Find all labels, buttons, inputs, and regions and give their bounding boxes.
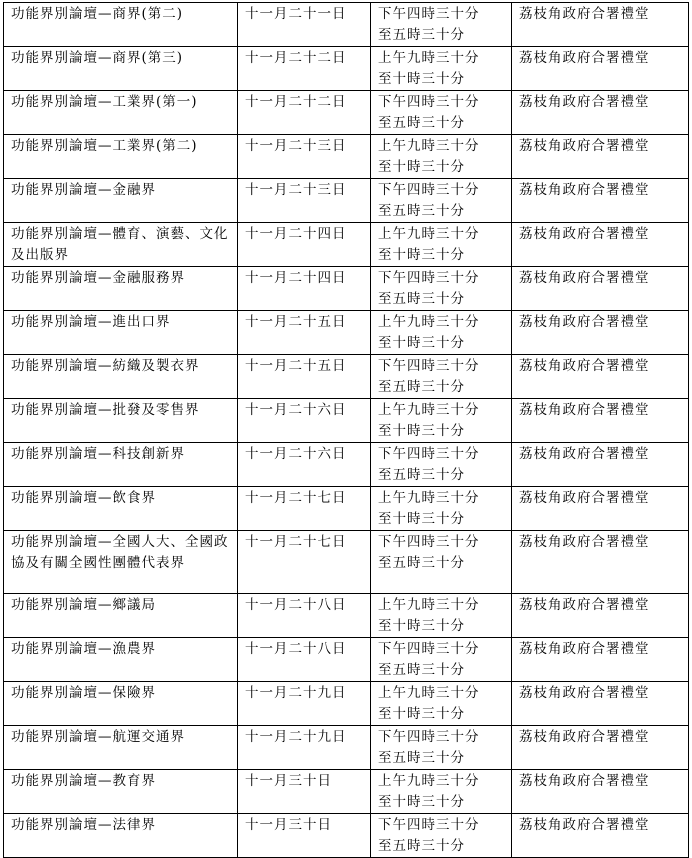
forum-name-cell: 功能界別論壇—航運交通界 xyxy=(4,726,238,770)
time-cell xyxy=(371,223,512,267)
date-cell: 十一月二十三日 xyxy=(238,135,371,179)
time-start: 上午九時三十分 xyxy=(378,685,480,701)
date-cell: 十一月二十六日 xyxy=(238,399,371,443)
table-row xyxy=(4,311,689,355)
time-start: 上午九時三十分 xyxy=(378,402,480,418)
venue-cell: 荔枝角政府合署禮堂 xyxy=(512,682,689,726)
date-cell: 十一月二十八日 xyxy=(238,638,371,682)
time-start: 上午九時三十分 xyxy=(378,138,480,154)
date-cell: 十一月二十九日 xyxy=(238,726,371,770)
time-start: 上午九時三十分 xyxy=(378,490,480,506)
forum-name-cell: 功能界別論壇—商界(第三) xyxy=(4,47,238,91)
time-cell xyxy=(371,267,512,311)
venue-cell: 荔枝角政府合署禮堂 xyxy=(512,179,689,223)
forum-name-cell: 功能界別論壇—進出口界 xyxy=(4,311,238,355)
date-cell: 十一月二十五日 xyxy=(238,355,371,399)
time-cell xyxy=(371,682,512,726)
forum-name-cell: 功能界別論壇—金融服務界 xyxy=(4,267,238,311)
venue-cell: 荔枝角政府合署禮堂 xyxy=(512,770,689,814)
time-cell xyxy=(371,179,512,223)
venue-cell: 荔枝角政府合署禮堂 xyxy=(512,223,689,267)
time-start: 下午四時三十分 xyxy=(378,729,480,745)
forum-name-cell: 功能界別論壇—法律界 xyxy=(4,814,238,858)
time-end: 至十時三十分 xyxy=(378,706,465,722)
venue-cell: 荔枝角政府合署禮堂 xyxy=(512,638,689,682)
table-row xyxy=(4,443,689,487)
time-start: 下午四時三十分 xyxy=(378,446,480,462)
venue-cell: 荔枝角政府合署禮堂 xyxy=(512,311,689,355)
time-cell xyxy=(371,487,512,531)
table-row xyxy=(4,814,689,858)
time-cell xyxy=(371,443,512,487)
forum-name-cell: 功能界別論壇—紡織及製衣界 xyxy=(4,355,238,399)
table-row xyxy=(4,594,689,638)
time-start: 上午九時三十分 xyxy=(378,226,480,242)
table-row xyxy=(4,135,689,179)
venue-cell: 荔枝角政府合署禮堂 xyxy=(512,399,689,443)
date-cell: 十一月二十九日 xyxy=(238,682,371,726)
time-start: 下午四時三十分 xyxy=(378,94,480,110)
table-row xyxy=(4,726,689,770)
time-start: 上午九時三十分 xyxy=(378,50,480,66)
time-cell xyxy=(371,814,512,858)
time-cell xyxy=(371,355,512,399)
table-row xyxy=(4,3,689,47)
time-start: 下午四時三十分 xyxy=(378,817,480,833)
time-start: 下午四時三十分 xyxy=(378,534,480,550)
time-end: 至十時三十分 xyxy=(378,794,465,810)
time-end: 至十時三十分 xyxy=(378,159,465,175)
time-start: 上午九時三十分 xyxy=(378,314,480,330)
table-row xyxy=(4,91,689,135)
time-end: 至十時三十分 xyxy=(378,423,465,439)
date-cell: 十一月二十一日 xyxy=(238,3,371,47)
time-end: 至五時三十分 xyxy=(378,203,465,219)
table-row xyxy=(4,682,689,726)
time-cell xyxy=(371,594,512,638)
date-cell: 十一月二十四日 xyxy=(238,267,371,311)
forum-name-cell: 功能界別論壇—漁農界 xyxy=(4,638,238,682)
time-start: 上午九時三十分 xyxy=(378,597,480,613)
time-end: 至五時三十分 xyxy=(378,291,465,307)
time-end: 至五時三十分 xyxy=(378,467,465,483)
time-end: 至十時三十分 xyxy=(378,618,465,634)
venue-cell: 荔枝角政府合署禮堂 xyxy=(512,487,689,531)
time-end: 至五時三十分 xyxy=(378,115,465,131)
date-cell: 十一月三十日 xyxy=(238,770,371,814)
table-row xyxy=(4,355,689,399)
forum-name-cell: 功能界別論壇—保險界 xyxy=(4,682,238,726)
date-cell: 十一月二十七日 xyxy=(238,487,371,531)
time-cell xyxy=(371,3,512,47)
date-cell: 十一月二十二日 xyxy=(238,47,371,91)
time-start: 下午四時三十分 xyxy=(378,358,480,374)
table-row xyxy=(4,179,689,223)
time-end: 至五時三十分 xyxy=(378,379,465,395)
time-cell xyxy=(371,770,512,814)
time-cell xyxy=(371,135,512,179)
time-cell xyxy=(371,47,512,91)
time-start: 下午四時三十分 xyxy=(378,270,480,286)
table-row xyxy=(4,770,689,814)
time-start: 下午四時三十分 xyxy=(378,6,480,22)
time-end: 至五時三十分 xyxy=(378,662,465,678)
forum-name-cell: 功能界別論壇—商界(第二) xyxy=(4,3,238,47)
forum-name-cell: 功能界別論壇—鄉議局 xyxy=(4,594,238,638)
forum-name-cell: 功能界別論壇—全國人大、全國政協及有關全國性團體代表界 xyxy=(4,531,238,594)
forum-name-cell: 功能界別論壇—教育界 xyxy=(4,770,238,814)
table-row xyxy=(4,267,689,311)
table-row xyxy=(4,47,689,91)
time-end: 至十時三十分 xyxy=(378,247,465,263)
table-row xyxy=(4,399,689,443)
time-start: 下午四時三十分 xyxy=(378,182,480,198)
date-cell: 十一月三十日 xyxy=(238,814,371,858)
forum-name-cell: 功能界別論壇—飲食界 xyxy=(4,487,238,531)
venue-cell: 荔枝角政府合署禮堂 xyxy=(512,91,689,135)
time-cell xyxy=(371,311,512,355)
forum-schedule-table xyxy=(3,2,689,858)
venue-cell: 荔枝角政府合署禮堂 xyxy=(512,47,689,91)
table-row xyxy=(4,223,689,267)
venue-cell: 荔枝角政府合署禮堂 xyxy=(512,814,689,858)
date-cell: 十一月二十三日 xyxy=(238,179,371,223)
forum-name-cell: 功能界別論壇—金融界 xyxy=(4,179,238,223)
time-start: 上午九時三十分 xyxy=(378,773,480,789)
time-end: 至十時三十分 xyxy=(378,335,465,351)
date-cell: 十一月二十六日 xyxy=(238,443,371,487)
time-cell xyxy=(371,531,512,594)
schedule-body xyxy=(4,3,689,858)
venue-cell: 荔枝角政府合署禮堂 xyxy=(512,355,689,399)
time-cell xyxy=(371,638,512,682)
time-end: 至五時三十分 xyxy=(378,555,465,571)
time-end: 至五時三十分 xyxy=(378,838,465,854)
venue-cell: 荔枝角政府合署禮堂 xyxy=(512,726,689,770)
time-end: 至十時三十分 xyxy=(378,71,465,87)
venue-cell: 荔枝角政府合署禮堂 xyxy=(512,267,689,311)
time-cell xyxy=(371,91,512,135)
date-cell: 十一月二十四日 xyxy=(238,223,371,267)
time-end: 至五時三十分 xyxy=(378,750,465,766)
date-cell: 十一月二十七日 xyxy=(238,531,371,594)
table-row xyxy=(4,487,689,531)
forum-name-cell: 功能界別論壇—體育、演藝、文化及出版界 xyxy=(4,223,238,267)
venue-cell: 荔枝角政府合署禮堂 xyxy=(512,443,689,487)
time-end: 至五時三十分 xyxy=(378,27,465,43)
date-cell: 十一月二十八日 xyxy=(238,594,371,638)
date-cell: 十一月二十二日 xyxy=(238,91,371,135)
table-row xyxy=(4,638,689,682)
venue-cell: 荔枝角政府合署禮堂 xyxy=(512,3,689,47)
venue-cell: 荔枝角政府合署禮堂 xyxy=(512,531,689,594)
time-cell xyxy=(371,399,512,443)
venue-cell: 荔枝角政府合署禮堂 xyxy=(512,135,689,179)
table-row xyxy=(4,531,689,594)
venue-cell: 荔枝角政府合署禮堂 xyxy=(512,594,689,638)
forum-name-cell: 功能界別論壇—批發及零售界 xyxy=(4,399,238,443)
forum-name-cell: 功能界別論壇—工業界(第一) xyxy=(4,91,238,135)
forum-name-cell: 功能界別論壇—工業界(第二) xyxy=(4,135,238,179)
date-cell: 十一月二十五日 xyxy=(238,311,371,355)
time-cell xyxy=(371,726,512,770)
time-start: 下午四時三十分 xyxy=(378,641,480,657)
forum-name-cell: 功能界別論壇—科技創新界 xyxy=(4,443,238,487)
time-end: 至十時三十分 xyxy=(378,511,465,527)
